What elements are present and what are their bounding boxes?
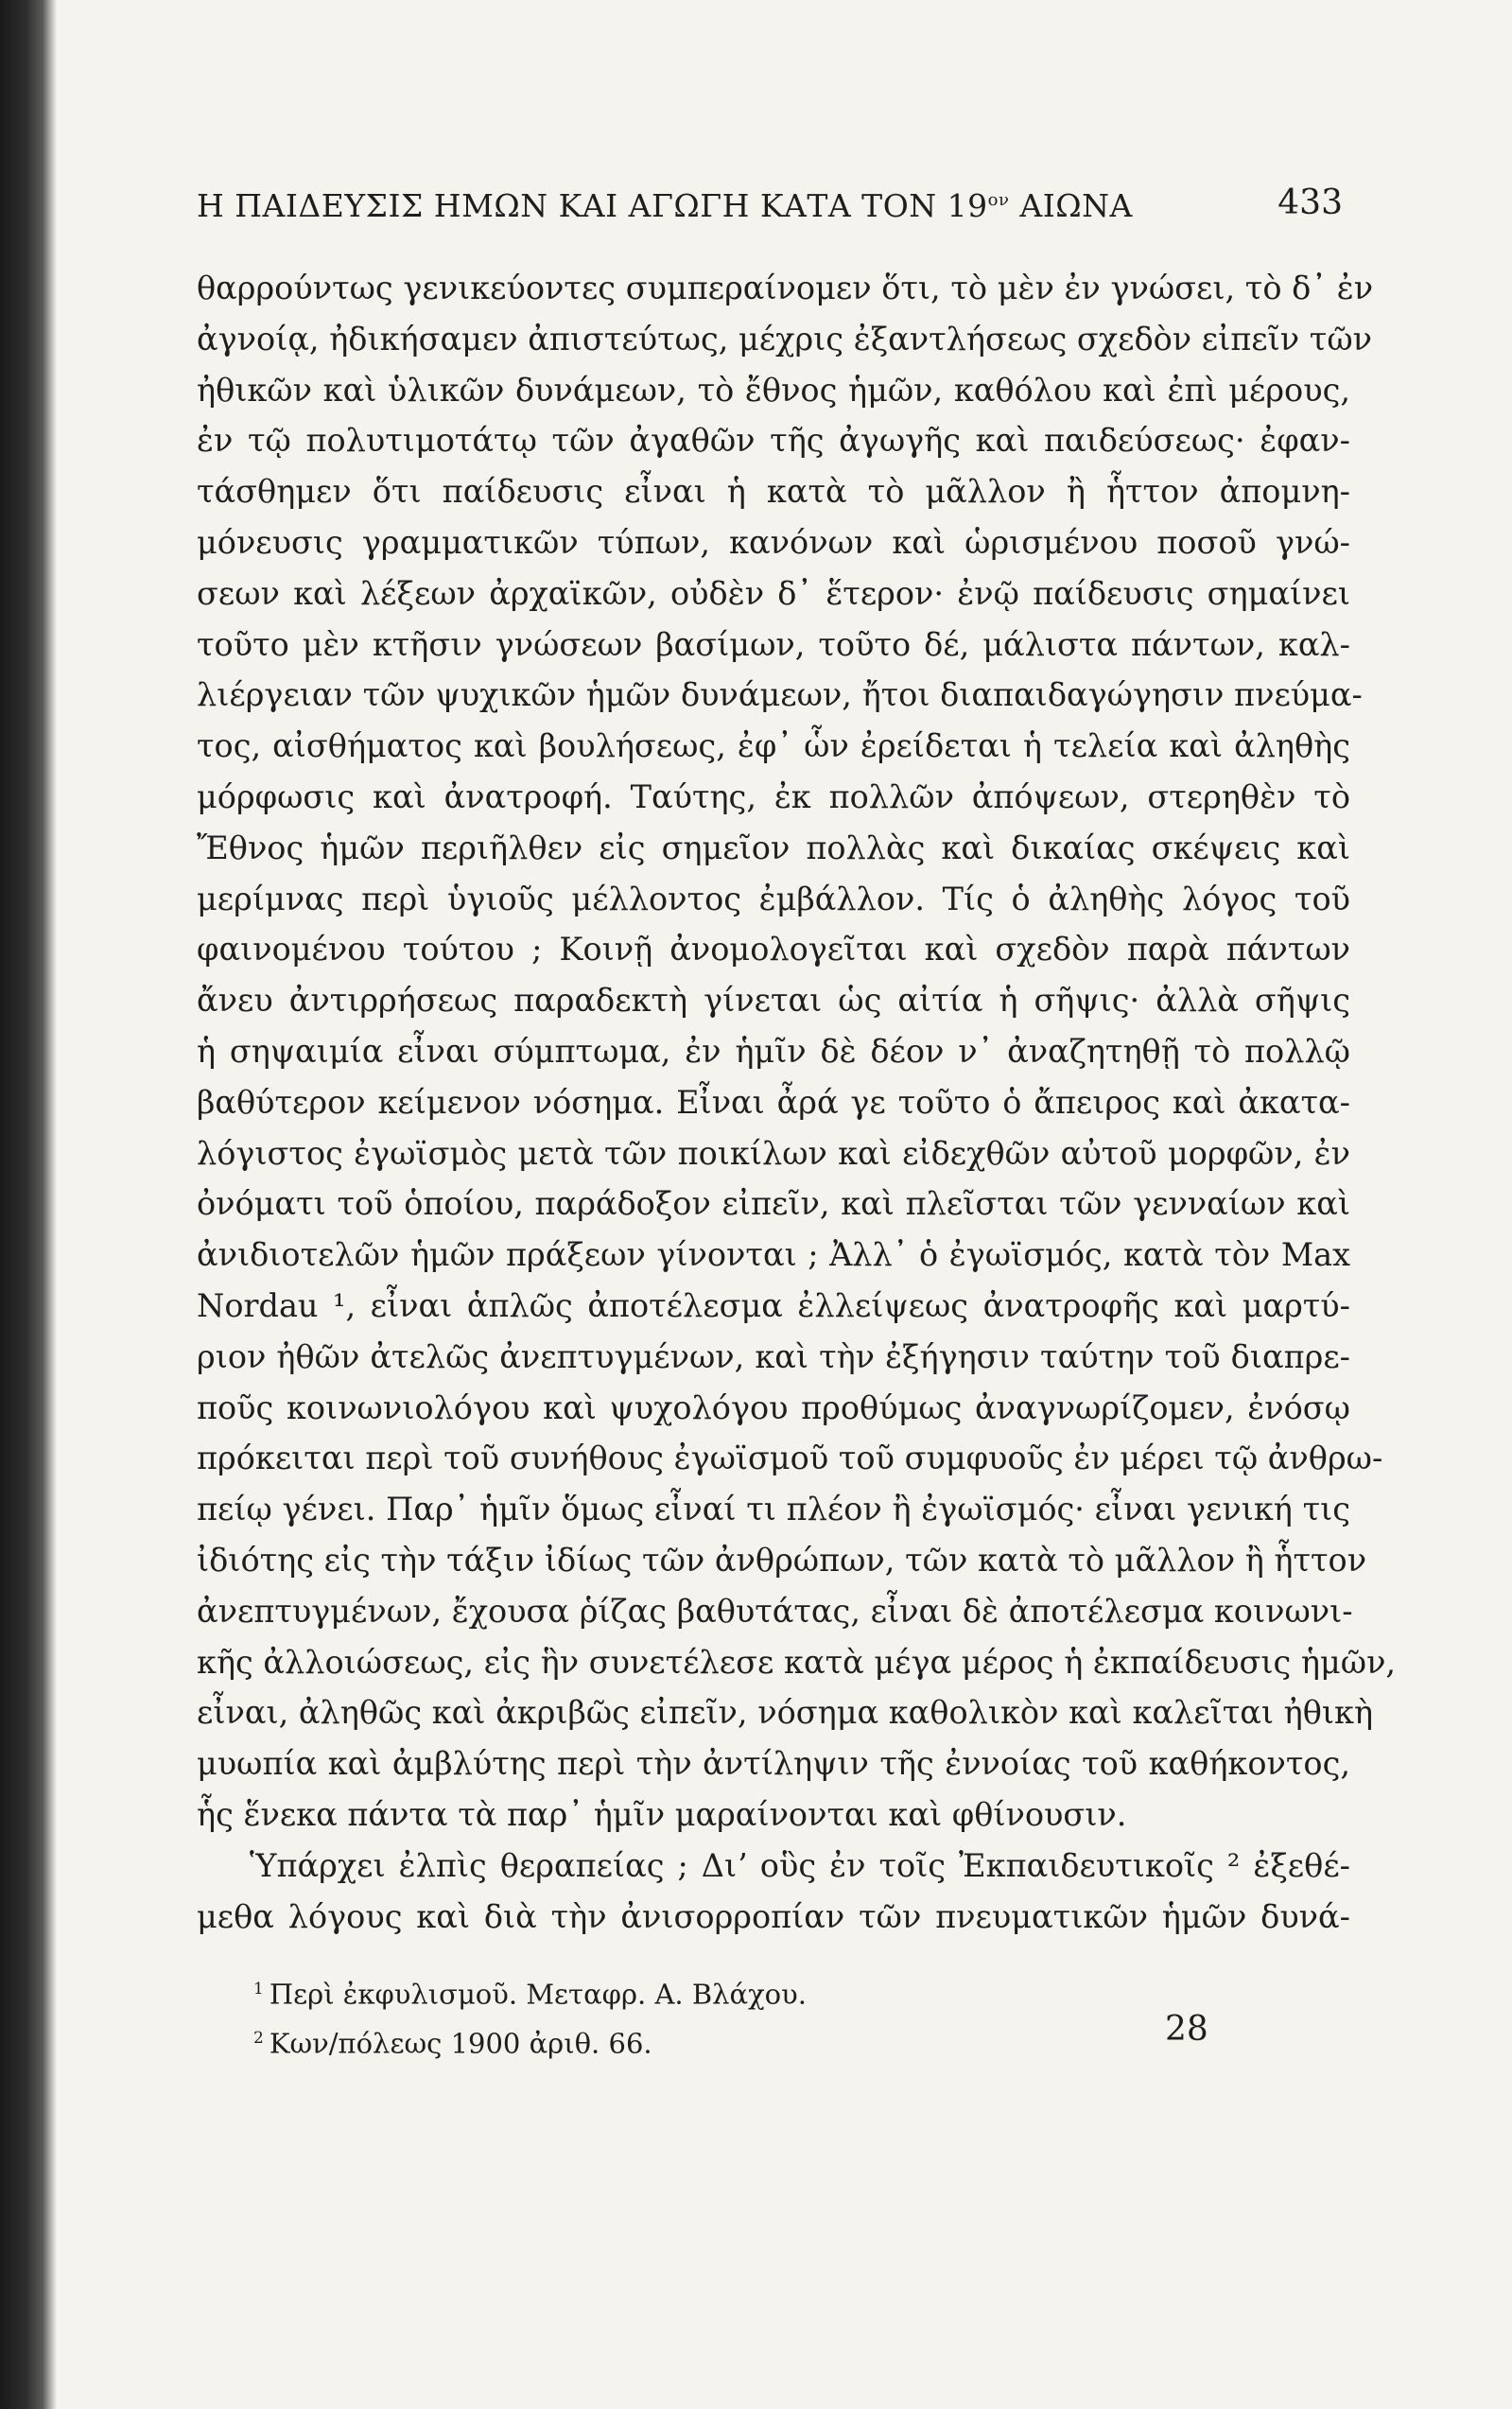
text-line: ἀγνοίᾳ, ἠδικήσαμεν ἀπιστεύτως, μέχρις ἐξαντλήσεως σχεδὸν εἰπεῖν τῶν [197, 320, 1373, 358]
text-line: θαρρούντως γενικεύοντες συμπεραίνομεν ὅτι, τὸ μὲν ἐν γνώσει, τὸ δ᾽ ἐν [197, 270, 1374, 306]
book-binding-shadow [0, 0, 57, 2409]
footnote-text: Κων/πόλεως 1900 ἀριθ. 66. [269, 2027, 652, 2060]
text-line: λόγιστος ἐγωϊσμὸς μετὰ τῶν ποικίλων καὶ εἰδεχθῶν αὐτοῦ μορφῶν, ἐν [197, 1134, 1350, 1172]
running-header [197, 180, 1350, 246]
text-line: εἶναι, ἀληθῶς καὶ ἀκριβῶς εἰπεῖν, νόσημα καθολικὸν καὶ καλεῖται ἠθικὴ [197, 1694, 1374, 1732]
running-title-end: ΑΙΩΝΑ [1009, 187, 1133, 224]
running-title [197, 187, 1133, 224]
text-line: τος, αἰσθήματος καὶ βουλήσεως, ἐφ᾽ ὧν ἐρείδεται ἡ τελεία καὶ ἀληθὴς [197, 727, 1350, 765]
text-line: μεθα λόγους καὶ διὰ τὴν ἀνισορροπίαν τῶν πνευματικῶν ἡμῶν δυνά- [197, 1897, 1350, 1935]
text-line: ριον ἠθῶν ἀτελῶς ἀνεπτυγμένων, καὶ τὴν ἐξήγησιν ταύτην τοῦ διαπρε- [197, 1337, 1350, 1375]
text-line: ἀνεπτυγμένων, ἔχουσα ῥίζας βαθυτάτας, εἶναι δὲ ἀποτέλεσμα κοινωνι- [197, 1592, 1353, 1630]
text-line: Ἔθνος ἡμῶν περιῆλθεν εἰς σημεῖον πολλὰς καὶ δικαίας σκέψεις καὶ [197, 829, 1350, 866]
text-line: μόνευσις γραμματικῶν τύπων, κανόνων καὶ ὡρισμένου ποσοῦ γνώ- [197, 523, 1350, 561]
text-line: ἧς ἕνεκα πάντα τὰ παρ᾽ ἡμῖν μαραίνονται καὶ φθίνουσιν. [197, 1795, 1127, 1833]
footnotes [253, 1967, 1104, 2065]
page-number: 433 [1277, 183, 1343, 222]
footnote-1 [253, 1967, 1104, 2016]
text-line: τάσθημεν ὅτι παίδευσις εἶναι ἡ κατὰ τὸ μᾶλλον ἢ ἧττον ἀπομνη- [197, 473, 1350, 511]
text-line: πρόκειται περὶ τοῦ συνήθους ἐγωϊσμοῦ τοῦ συμφυοῦς ἐν μέρει τῷ ἀνθρω- [197, 1440, 1383, 1477]
text-line: κῆς ἀλλοιώσεως, εἰς ἣν συνετέλεσε κατὰ μέγα μέρος ἡ ἐκπαίδευσις ἡμῶν, [197, 1643, 1397, 1681]
text-line: ἰδιότης εἰς τὴν τάξιν ἰδίως τῶν ἀνθρώπων, τῶν κατὰ τὸ μᾶλλον ἢ ἧττον [197, 1541, 1367, 1579]
text-line: βαθύτερον κείμενον νόσημα. Εἶναι ἆρά γε τοῦτο ὁ ἄπειρος καὶ ἀκατα- [197, 1083, 1350, 1121]
text-line: ἄνευ ἀντιρρήσεως παραδεκτὴ γίνεται ὡς αἰτία ἡ σῆψις· ἀλλὰ σῆψις [197, 982, 1350, 1020]
text-line: μυωπία καὶ ἀμβλύτης περὶ τὴν ἀντίληψιν τῆς ἐννοίας τοῦ καθήκοντος, [197, 1745, 1350, 1783]
text-line: ποῦς κοινωνιολόγου καὶ ψυχολόγου προθύμως ἀναγνωρίζομεν, ἐνόσῳ [197, 1388, 1350, 1426]
running-title-main: Η ΠΑΙΔΕΥΣΙΣ ΗΜΩΝ ΚΑΙ ΑΓΩΓΗ ΚΑΤΑ ΤΟΝ 19 [197, 187, 988, 224]
running-title-superscript: ον [987, 190, 1010, 210]
text-line: ἠθικῶν καὶ ὑλικῶν δυνάμεων, τὸ ἔθνος ἡμῶν, καθόλου καὶ ἐπὶ μέρους, [197, 371, 1350, 409]
text-line: λιέργειαν τῶν ψυχικῶν ἡμῶν δυνάμεων, ἤτοι διαπαιδαγώγησιν πνεύμα- [197, 676, 1363, 714]
text-line: πείῳ γένει. Παρ᾽ ἡμῖν ὅμως εἶναί τι πλέον ἢ ἐγωϊσμός· εἶναι γενική τις [197, 1491, 1350, 1528]
book-page [197, 180, 1397, 2298]
text-line: μερίμνας περὶ ὑγιοῦς μέλλοντος ἐμβάλλον. Τίς ὁ ἀληθὴς λόγος τοῦ [197, 880, 1350, 917]
text-line: φαινομένου τούτου ; Κοινῇ ἀνομολογεῖται καὶ σχεδὸν παρὰ πάντων [197, 931, 1350, 969]
text-line: ἀνιδιοτελῶν ἡμῶν πράξεων γίνονται ; Ἀλλ᾽ ὁ ἐγωϊσμός, κατὰ τὸν Max [197, 1236, 1350, 1274]
text-line: τοῦτο μὲν κτῆσιν γνώσεων βασίμων, τοῦτο δέ, μάλιστα πάντων, καλ- [197, 625, 1350, 663]
text-line: ἐν τῷ πολυτιμοτάτῳ τῶν ἀγαθῶν τῆς ἀγωγῆς καὶ παιδεύσεως· ἐφαν- [197, 422, 1350, 460]
footnote-2 [253, 2016, 1104, 2066]
text-line: Nordau ¹, εἶναι ἁπλῶς ἀποτέλεσμα ἐλλείψεως ἀνατροφῆς καὶ μαρτύ- [197, 1286, 1350, 1324]
text-line: σεων καὶ λέξεων ἀρχαϊκῶν, οὐδὲν δ᾽ ἕτερον· ἐνῷ παίδευσις σημαίνει [197, 574, 1350, 612]
footnote-marker: 2 [253, 2028, 264, 2048]
footnote-text: Περὶ ἐκφυλισμοῦ. Μεταφρ. Α. Βλάχου. [269, 1978, 807, 2011]
text-line: μόρφωσις καὶ ἀνατροφή. Ταύτης, ἐκ πολλῶν ἀπόψεων, στερηθὲν τὸ [197, 777, 1350, 815]
footnote-marker: 1 [253, 1980, 264, 1999]
text-line: ἡ σηψαιμία εἶναι σύμπτωμα, ἐν ἡμῖν δὲ δέον ν᾽ ἀναζητηθῇ τὸ πολλῷ [197, 1032, 1350, 1070]
body-text [197, 263, 1397, 1942]
text-line: ὀνόματι τοῦ ὁποίου, παράδοξον εἰπεῖν, καὶ πλεῖσται τῶν γενναίων καὶ [197, 1185, 1350, 1223]
text-line: Ὑπάρχει ἐλπὶς θεραπείας ; Διʼ οὓς ἐν τοῖς Ἐκπαιδευτικοῖς ² ἐξεθέ- [250, 1846, 1350, 1884]
printer-signature-number: 28 [1165, 2010, 1208, 2049]
